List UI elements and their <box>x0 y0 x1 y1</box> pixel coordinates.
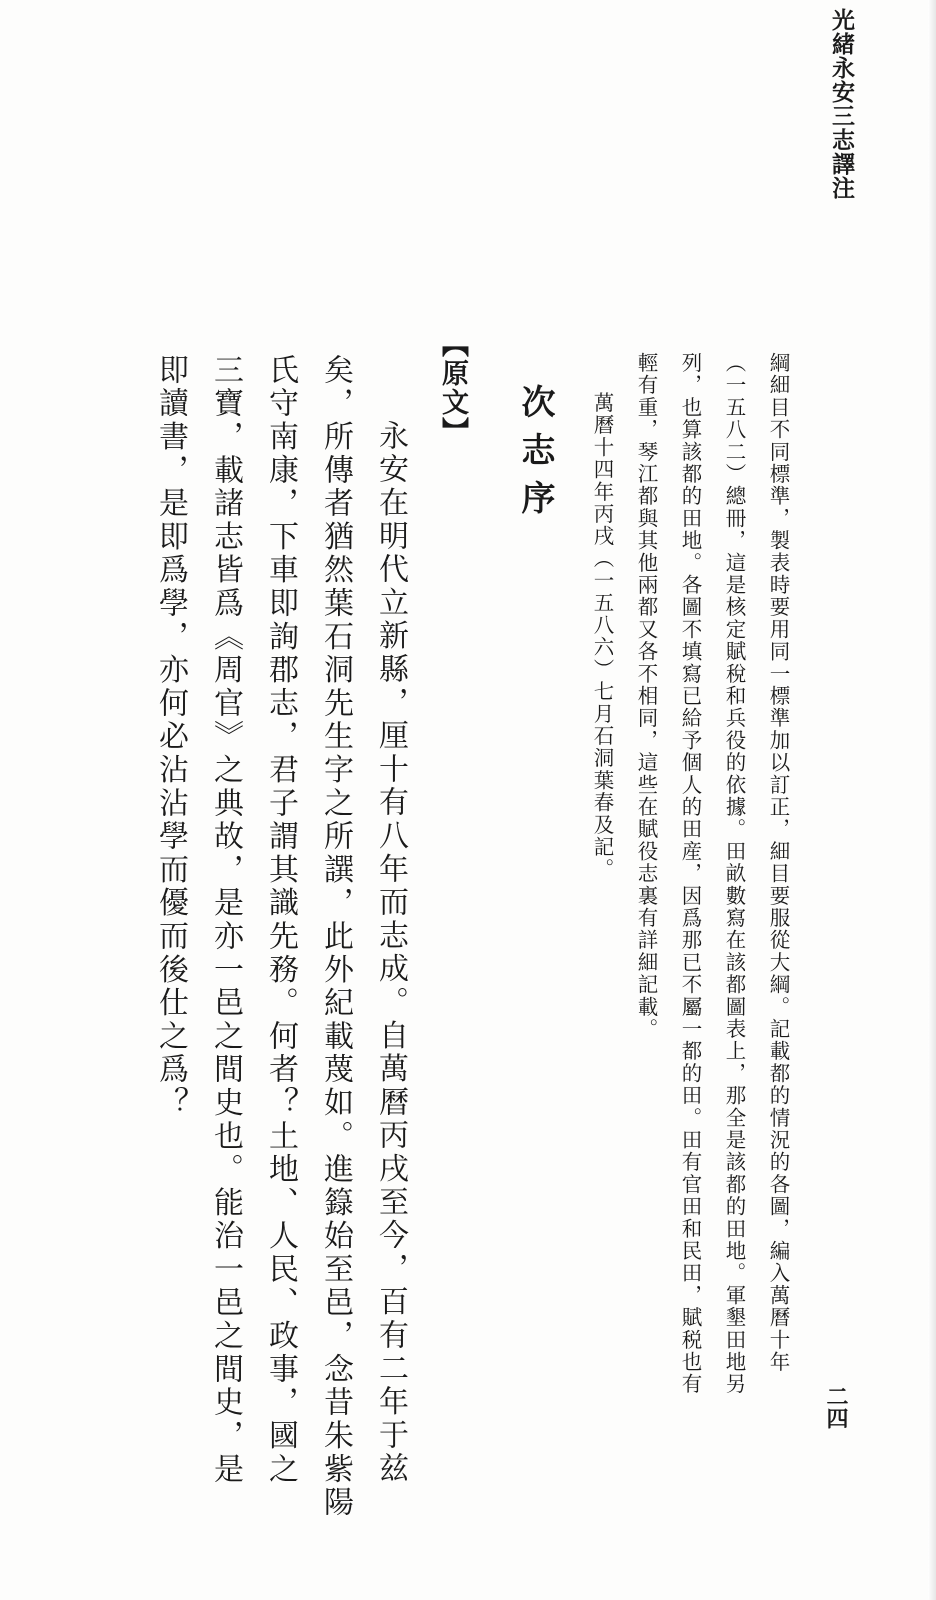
original-text-line: 永安在明代立新縣，厘十有八年而志成。自萬曆丙戌至今，百有二年于兹 <box>373 420 408 1486</box>
original-text-line: 氏守南康，下車即詢郡志，君子謂其識先務。何者？土地、人民、政事，國之 <box>263 354 298 1487</box>
original-text-line: 矣，所傳者猶然葉石洞先生字之所譔，此外紀載蔑如。進籙始至邑，念昔朱紫陽 <box>318 354 353 1520</box>
translation-line: 綱細目不同標準，製表時要用同一標準加以訂正，細目要服從大綱。記載都的情況的各圖，編入萬曆十年 <box>766 352 790 1374</box>
running-header-title: 光緒永安三志譯注 <box>828 8 855 200</box>
translation-line: （一五八二）總冊，這是核定賦稅和兵役的依據。田畝數寫在該都圖表上，那全是該都的田地。軍墾田地另 <box>722 352 746 1396</box>
page-edge-shadow <box>928 0 936 1600</box>
date-signature-line: 萬曆十四年丙戌（一五八六）七月石洞葉春及記。 <box>590 392 614 881</box>
original-text-line: 即讀書，是即爲學，亦何必沾沾學而優而後仕之爲？ <box>153 354 188 1120</box>
original-text-label: 【原文】 <box>437 330 468 446</box>
translation-line: 輕有重，琴江都與其他兩都又各不相同，這些在賦役志裏有詳細記載。 <box>634 352 658 1041</box>
translation-line: 列，也算該都的田地。各圖不填寫已給予個人的田産，因爲那已不屬一都的田。田有官田和民田，賦税也有 <box>678 352 702 1396</box>
original-text-line: 三寶，載諸志皆爲《周官》之典故，是亦一邑之間史也。能治一邑之間史，是 <box>208 354 243 1487</box>
page-number: 二四 <box>823 1385 849 1429</box>
section-title: 次志序 <box>515 384 555 528</box>
